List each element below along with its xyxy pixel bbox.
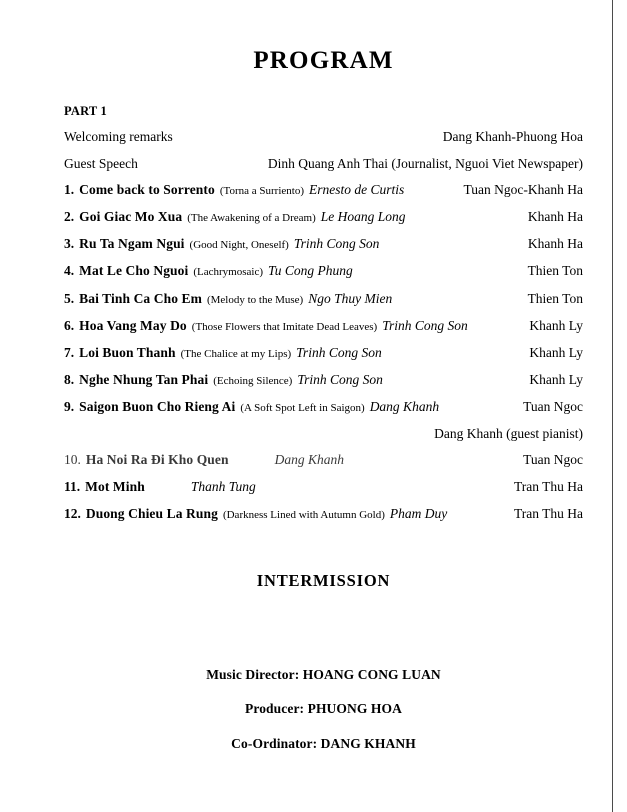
item-number: 6.: [64, 317, 75, 333]
program-content: [64, 0, 583, 750]
program-row-item: [64, 319, 583, 334]
item-composer: Tu Cong Phung: [268, 263, 353, 279]
program-row-description: [64, 210, 406, 225]
program-row-performer: Khanh Ly: [529, 344, 583, 360]
item-title: Hoa Vang May Do: [79, 317, 187, 333]
program-row-description: [64, 264, 353, 279]
item-translation: (Torna a Surriento): [219, 185, 304, 198]
item-title: Come back to Sorrento: [79, 182, 215, 198]
program-row-item: [64, 237, 583, 252]
item-number: 1.: [64, 182, 75, 198]
part-label: PART 1: [64, 104, 108, 118]
item-number: 8.: [64, 371, 75, 387]
program-row-label: Welcoming remarks: [64, 129, 173, 144]
program-row-description: [64, 157, 138, 171]
program-row-item: [64, 183, 583, 198]
program-row-performer: Khanh Ha: [527, 209, 583, 225]
program-row-description: [64, 400, 439, 415]
program-row-item: [64, 480, 583, 494]
program-row-label: Guest Speech: [64, 155, 138, 171]
item-translation: (Echoing Silence): [213, 374, 293, 387]
program-row-performer: Tran Thu Ha: [513, 505, 583, 521]
item-composer: Le Hoang Long: [320, 209, 406, 225]
intermission-heading: INTERMISSION: [256, 571, 391, 591]
item-title: Ru Ta Ngam Ngui: [79, 236, 185, 252]
program-row-item: [64, 373, 583, 388]
program-row-item: [64, 292, 583, 307]
program-row-performer: Tuan Ngoc-Khanh Ha: [463, 182, 583, 198]
item-title: Saigon Buon Cho Rieng Ai: [79, 398, 236, 414]
item-title: Ha Noi Ra Đi Kho Quen: [85, 452, 229, 468]
program-row-welcoming: [64, 130, 583, 144]
item-translation: (A Soft Spot Left in Saigon): [240, 401, 365, 414]
item-composer: Pham Duy: [389, 505, 448, 521]
program-row-performer: Tuan Ngoc: [523, 452, 583, 468]
guest-pianist-credit-row: [64, 427, 583, 441]
program-row-performer: Khanh Ly: [529, 371, 583, 387]
item-translation: (Melody to the Muse): [206, 293, 304, 306]
program-row-performer: Thien Ton: [527, 263, 583, 279]
item-composer: Trinh Cong Son: [296, 344, 382, 360]
credit-producer: Producer: PHUONG HOA: [245, 701, 402, 717]
item-title: Mot Minh: [85, 479, 145, 495]
program-row-performer: Dang Khanh-Phuong Hoa: [442, 129, 583, 144]
program-row-item: [64, 346, 583, 361]
program-row-item: [64, 453, 583, 467]
program-row-description: [64, 480, 256, 494]
item-translation: (Lachrymosaic): [193, 266, 263, 279]
guest-pianist-credit: Dang Khanh (guest pianist): [434, 425, 583, 441]
item-number: 4.: [64, 263, 75, 279]
program-row-item: [64, 264, 583, 279]
item-composer: Trinh Cong Son: [382, 317, 468, 333]
program-row-description: [64, 453, 344, 467]
program-row-performer: Thien Ton: [527, 290, 583, 306]
program-row-performer: Tran Thu Ha: [513, 479, 583, 495]
program-row-performer: Khanh Ly: [529, 317, 583, 333]
program-row-performer: Khanh Ha: [527, 236, 583, 252]
item-composer: Ernesto de Curtis: [309, 182, 405, 198]
page-title: PROGRAM: [253, 47, 394, 74]
program-row-performer: Tuan Ngoc: [523, 398, 583, 414]
item-number: 3.: [64, 236, 75, 252]
program-row-description: [64, 507, 447, 522]
program-row-item: [64, 210, 583, 225]
item-title: Nghe Nhung Tan Phai: [79, 371, 209, 387]
item-translation: (The Chalice at my Lips): [180, 347, 292, 360]
program-row-description: [64, 183, 404, 198]
credit-coordinator: Co-Ordinator: DANG KHANH: [231, 735, 416, 751]
item-translation: (The Awakening of a Dream): [187, 212, 316, 225]
item-title: Mat Le Cho Nguoi: [79, 263, 189, 279]
item-number: 11.: [64, 479, 81, 495]
item-number: 2.: [64, 209, 75, 225]
item-title: Bai Tinh Ca Cho Em: [79, 290, 202, 306]
item-composer: Ngo Thuy Mien: [308, 290, 393, 306]
item-title: Goi Giac Mo Xua: [79, 209, 183, 225]
page-margin-outside: [613, 0, 627, 812]
item-composer: Dang Khanh: [274, 452, 345, 468]
item-composer: Thanh Tung: [190, 479, 256, 495]
item-title: Duong Chieu La Rung: [85, 505, 218, 521]
program-row-description: [64, 237, 379, 252]
item-number: 12.: [64, 505, 81, 521]
program-row-description: [64, 319, 468, 334]
item-translation: (Darkness Lined with Autumn Gold): [222, 508, 385, 521]
item-number: 9.: [64, 398, 75, 414]
credit-music-director: Music Director: HOANG CONG LUAN: [206, 666, 441, 682]
program-row-description: [64, 346, 382, 361]
item-translation: (Good Night, Oneself): [189, 239, 289, 252]
item-number: 5.: [64, 290, 75, 306]
program-row-performer: Dinh Quang Anh Thai (Journalist, Nguoi Viet Newspaper): [267, 155, 583, 171]
item-translation: (Those Flowers that Imitate Dead Leaves): [191, 320, 378, 333]
program-row-item: [64, 507, 583, 522]
program-row-description: [64, 373, 383, 388]
item-title: Loi Buon Thanh: [79, 344, 176, 360]
item-number: 7.: [64, 344, 75, 360]
item-composer: Dang Khanh: [369, 398, 440, 414]
program-row-description: [64, 292, 392, 307]
item-composer: Trinh Cong Son: [293, 236, 380, 252]
program-row-description: [64, 130, 173, 144]
program-row-item: [64, 400, 583, 415]
item-composer: Trinh Cong Son: [297, 371, 383, 387]
production-credits: [64, 668, 583, 751]
program-row-guest-speech: [64, 157, 583, 171]
item-number: 10.: [64, 452, 81, 468]
